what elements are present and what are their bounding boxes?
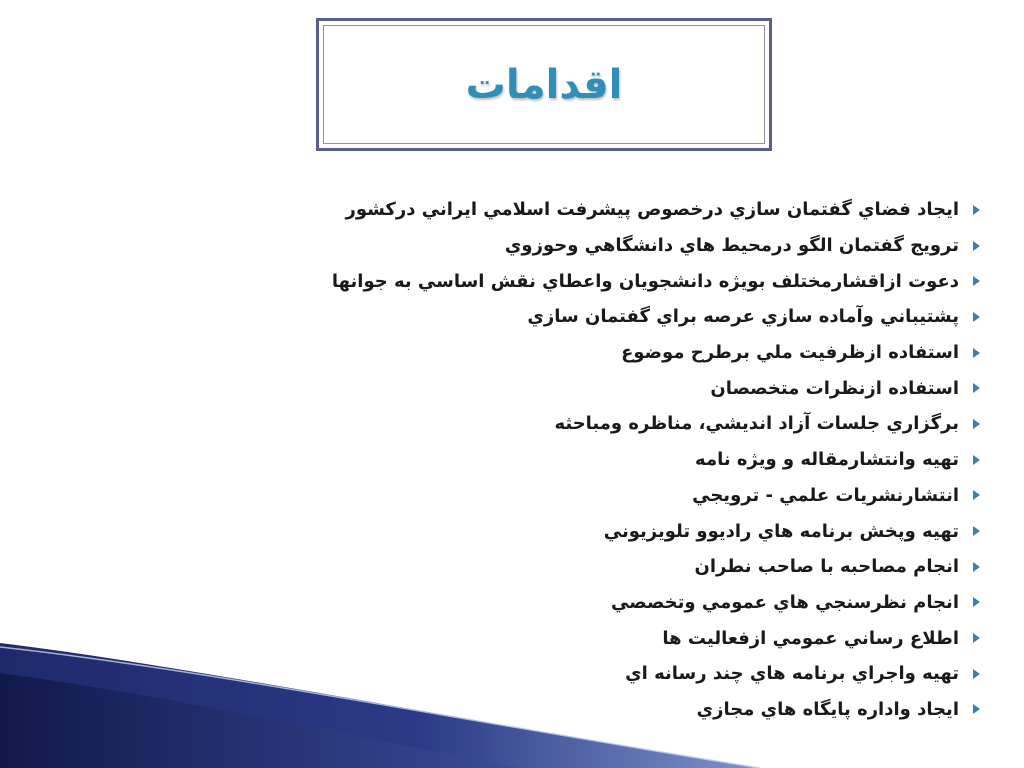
list-item	[260, 192, 980, 228]
triangle-bullet-icon	[973, 455, 980, 465]
triangle-bullet-icon	[973, 205, 980, 215]
bullet-text: تهيه وپخش برنامه هاي راديوو تلويزيوني	[603, 520, 959, 542]
triangle-bullet-icon	[973, 562, 980, 572]
list-item	[260, 299, 980, 335]
bullet-text: انجام مصاحبه با صاحب نطران	[694, 556, 959, 578]
triangle-bullet-icon	[973, 348, 980, 358]
list-item	[260, 335, 980, 371]
list-item	[260, 228, 980, 264]
bullet-text: پشتيباني وآماده سازي عرصه براي گفتمان سازي	[527, 306, 959, 328]
decorative-corner-swoosh	[0, 643, 760, 768]
triangle-bullet-icon	[973, 669, 980, 679]
list-item	[260, 513, 980, 549]
bullet-text: اطلاع رساني عمومي ازفعاليت ها	[662, 627, 959, 649]
list-item	[260, 370, 980, 406]
triangle-bullet-icon	[973, 312, 980, 322]
bullet-text: استفاده ازنظرات متخصصان	[710, 377, 959, 399]
triangle-bullet-icon	[973, 526, 980, 536]
bullet-text: انتشارنشريات علمي - ترويجي	[692, 484, 959, 506]
bullet-text: ايجاد فضاي گفتمان سازي درخصوص پيشرفت اسلامي ايراني دركشور	[345, 199, 959, 221]
bullet-text: استفاده ازظرفيت ملي برطرح موضوع	[621, 342, 959, 364]
list-item	[260, 406, 980, 442]
triangle-bullet-icon	[973, 419, 980, 429]
bullet-text: برگزاري جلسات آزاد انديشي، مناظره ومباحثه	[554, 413, 959, 435]
bullet-text: ايجاد واداره پايگاه هاي مجازي	[696, 698, 959, 720]
list-item	[260, 478, 980, 514]
triangle-bullet-icon	[973, 704, 980, 714]
slide-title: اقدامات	[465, 61, 623, 108]
bullet-text: ترويج گفتمان الگو درمحيط هاي دانشگاهي وحوزوي	[504, 235, 959, 257]
list-item	[260, 549, 980, 585]
bullet-text: تهيه وانتشارمقاله و ويژه نامه	[695, 449, 959, 471]
title-frame	[316, 18, 772, 151]
bullet-text: انجام نظرسنجي هاي عمومي وتخصصي	[611, 591, 959, 613]
list-item	[260, 585, 980, 621]
triangle-bullet-icon	[973, 241, 980, 251]
triangle-bullet-icon	[973, 597, 980, 607]
triangle-bullet-icon	[973, 383, 980, 393]
triangle-bullet-icon	[973, 633, 980, 643]
bullet-text: تهيه واجراي برنامه هاي چند رسانه اي	[625, 663, 959, 685]
bullet-text: دعوت ازاقشارمختلف بويژه دانشجويان واعطاي نقش اساسي به جوانها	[331, 270, 959, 292]
triangle-bullet-icon	[973, 276, 980, 286]
triangle-bullet-icon	[973, 490, 980, 500]
list-item	[260, 442, 980, 478]
list-item	[260, 263, 980, 299]
title-frame-inner	[323, 25, 765, 144]
